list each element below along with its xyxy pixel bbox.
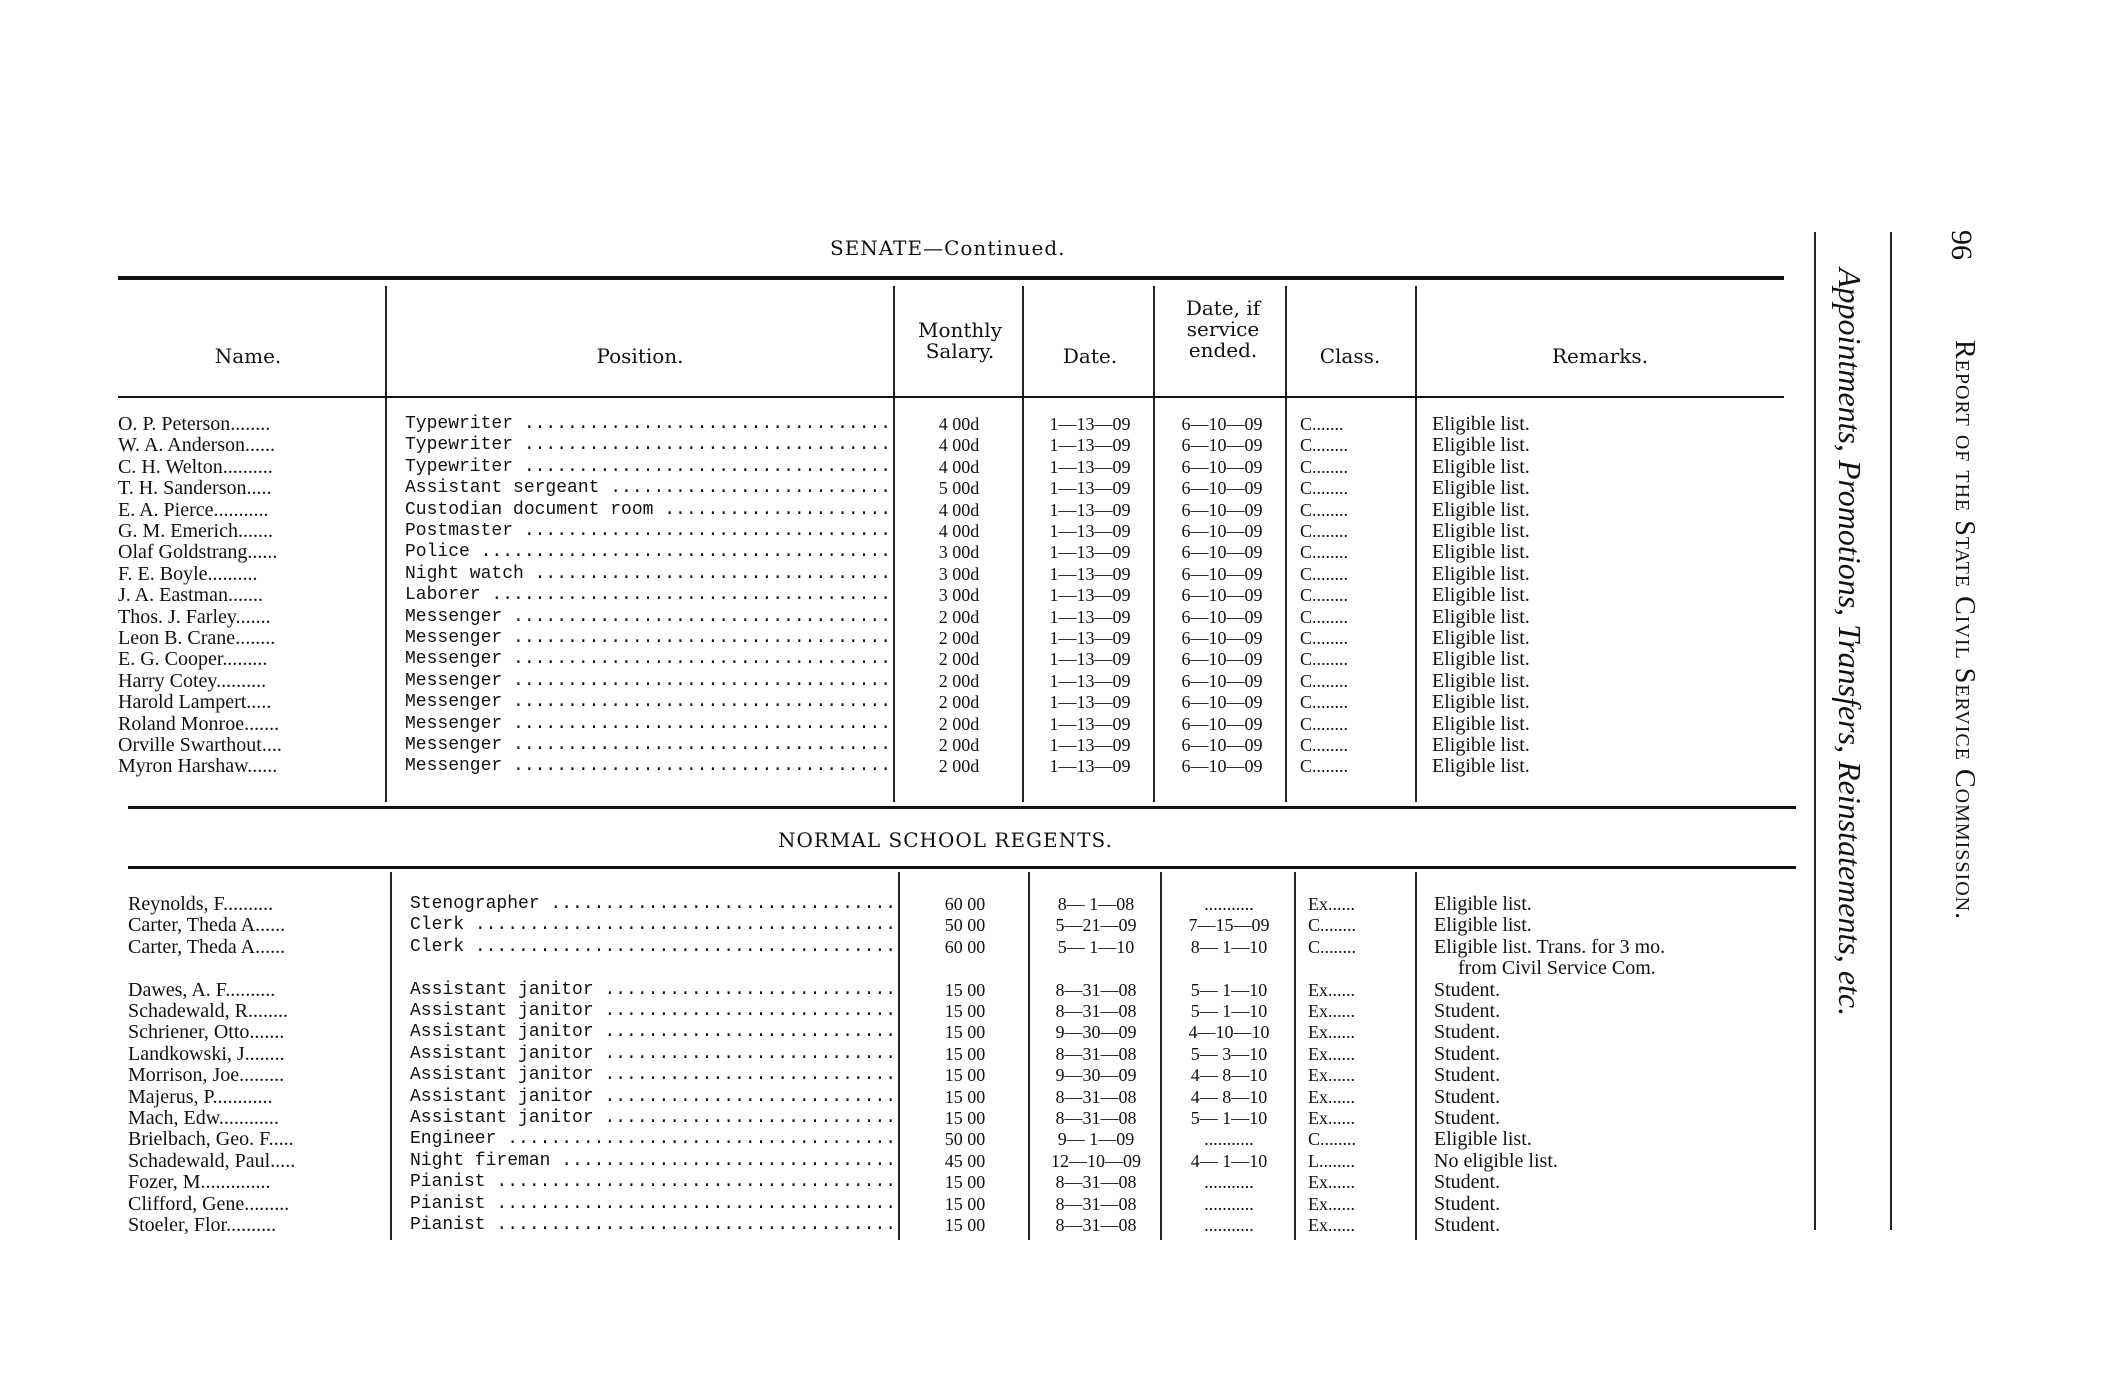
cell-name: J. A. Eastman....... (118, 585, 263, 607)
header-position: Position. (596, 344, 684, 368)
cell-date: 5— 1—10 (1057, 936, 1135, 957)
cell-class: C........ (1300, 628, 1349, 648)
cell-name: C. H. Welton.......... (118, 456, 273, 478)
senate-top-rule (118, 276, 1784, 280)
cell-class: Ex...... (1308, 1001, 1355, 1021)
cell-date: 1—13—09 (1049, 585, 1131, 606)
cell-remarks: Eligible list. (1434, 915, 1532, 937)
cell-date: 1—13—09 (1049, 606, 1131, 627)
cell-date: 1—13—09 (1049, 435, 1131, 456)
header-salary: Monthly Salary. (917, 318, 1002, 363)
cell-date: 1—13—09 (1049, 563, 1131, 584)
normal-section-title: NORMAL SCHOOL REGENTS. (778, 828, 1113, 852)
cell-date: 1—13—09 (1049, 414, 1131, 434)
side-subtitle: Appointments, Promotions, Transfers, Reinstatements, etc. (1832, 268, 1868, 1017)
cell-salary: 5 00d (938, 478, 980, 499)
senate-section-title: SENATE—Continued. (830, 236, 1066, 260)
cell-salary: 4 00d (938, 499, 980, 520)
cell-date-ended: 4— 8—10 (1190, 1065, 1268, 1086)
cell-remarks: Student. (1434, 1215, 1501, 1236)
cell-remarks: Student. (1434, 1022, 1501, 1044)
cell-position: Messenger ..... (405, 692, 890, 713)
col-sep (1160, 872, 1162, 1240)
cell-date-ended: 6—10—09 (1181, 692, 1263, 713)
cell-date-ended: 6—10—09 (1181, 521, 1263, 541)
cell-position: Police ..... (405, 542, 890, 563)
cell-date: 1—13—09 (1049, 649, 1131, 670)
header-rule (118, 396, 1784, 398)
cell-position: Messenger ..... (405, 649, 890, 670)
cell-salary: 4 00d (938, 435, 980, 456)
cell-class: Ex...... (1308, 1086, 1355, 1107)
cell-date-ended: 6—10—09 (1181, 735, 1263, 755)
cell-date-ended: 6—10—09 (1181, 670, 1263, 691)
header-name: Name. (214, 344, 282, 368)
cell-remarks: Eligible list. (1434, 894, 1532, 915)
cell-class: C........ (1300, 456, 1349, 477)
cell-date: 8—31—08 (1055, 1108, 1137, 1128)
col-sep (1285, 286, 1287, 802)
cell-date-ended: 5— 3—10 (1190, 1043, 1268, 1064)
cell-name: Harry Cotey.......... (118, 670, 267, 692)
cell-class: C........ (1300, 670, 1349, 691)
cell-name: Reynolds, F.......... (128, 894, 274, 915)
cell-name: Clifford, Gene......... (128, 1193, 290, 1215)
header-date-ended: Date, if service ended. (1185, 296, 1261, 362)
cell-remarks: No eligible list. (1434, 1150, 1558, 1172)
cell-salary: 3 00d (938, 585, 980, 606)
cell-date-ended: 5— 1—10 (1190, 1108, 1268, 1128)
cell-class: C........ (1300, 585, 1349, 606)
cell-class: C........ (1300, 478, 1349, 499)
cell-position: Typewriter ..... (405, 435, 890, 456)
cell-salary: 60 00 (944, 894, 986, 914)
cell-remarks: Eligible list. (1432, 499, 1530, 521)
cell-class: C........ (1300, 435, 1349, 456)
cell-position: Postmaster ..... (405, 521, 890, 542)
cell-salary: 15 00 (944, 1022, 986, 1043)
cell-class: C........ (1308, 915, 1357, 936)
col-sep (1028, 872, 1030, 1240)
cell-class: Ex...... (1308, 1065, 1355, 1086)
cell-remarks: Eligible list. (1432, 649, 1530, 671)
cell-name: E. A. Pierce........... (118, 499, 269, 521)
cell-position: Assistant janitor ..... (410, 1022, 895, 1043)
cell-position: Assistant sergeant ..... (405, 478, 890, 499)
cell-position: Clerk ..... (410, 937, 895, 958)
cell-date: 8—31—08 (1055, 1215, 1137, 1235)
cell-remarks: Student. (1434, 1043, 1501, 1065)
cell-remarks: Eligible list. (1432, 478, 1530, 500)
cell-salary: 15 00 (944, 1193, 986, 1214)
cell-remarks: Eligible list. (1432, 735, 1530, 756)
cell-position: Messenger ..... (405, 671, 890, 692)
cell-name: Roland Monroe....... (118, 713, 280, 735)
side-rule (1814, 232, 1816, 1230)
cell-date: 12—10—09 (1051, 1150, 1141, 1171)
senate-bottom-rule (128, 806, 1796, 809)
cell-date-ended: 6—10—09 (1181, 563, 1263, 584)
cell-salary: 4 00d (938, 414, 980, 434)
cell-remarks: Eligible list. (1432, 542, 1530, 564)
cell-date-ended: 6—10—09 (1181, 414, 1263, 434)
cell-remarks: Eligible list. (1432, 435, 1530, 457)
cell-position: Messenger ..... (405, 628, 890, 649)
cell-date-ended: 6—10—09 (1181, 713, 1263, 734)
cell-remarks: Student. (1434, 1065, 1501, 1087)
cell-name: O. P. Peterson........ (118, 414, 271, 435)
cell-salary: 45 00 (944, 1150, 986, 1171)
cell-position: Messenger ..... (405, 607, 890, 628)
cell-date: 1—13—09 (1049, 713, 1131, 734)
cell-position: Messenger ..... (405, 714, 890, 735)
cell-name: Carter, Theda A...... (128, 915, 286, 937)
cell-remarks: Eligible list. (1432, 692, 1530, 714)
cell-name: Fozer, M.............. (128, 1172, 271, 1194)
cell-name: Landkowski, J........ (128, 1043, 285, 1065)
cell-remarks: Eligible list. (1432, 756, 1530, 778)
cell-date-ended: 6—10—09 (1181, 456, 1263, 477)
cell-date-ended: 5— 1—10 (1190, 979, 1268, 1000)
cell-position: Night fireman ..... (410, 1151, 895, 1172)
cell-date-ended: 6—10—09 (1181, 499, 1263, 520)
cell-class: C........ (1300, 521, 1349, 541)
cell-salary: 4 00d (938, 521, 980, 541)
cell-name: Thos. J. Farley....... (118, 606, 271, 628)
col-sep (390, 872, 392, 1240)
remarks-continuation: from Civil Service Com. (1458, 957, 1656, 979)
cell-salary: 2 00d (938, 692, 980, 713)
cell-remarks: Student. (1434, 1172, 1501, 1194)
cell-position: Assistant janitor ..... (410, 1044, 895, 1065)
cell-class: C........ (1308, 936, 1357, 957)
cell-date: 8—31—08 (1055, 1043, 1137, 1064)
cell-position: Assistant janitor ..... (410, 1001, 895, 1022)
cell-class: C........ (1300, 756, 1349, 777)
cell-salary: 2 00d (938, 735, 980, 755)
cell-name: Harold Lampert..... (118, 692, 272, 714)
cell-salary: 15 00 (944, 1108, 986, 1128)
cell-name: G. M. Emerich....... (118, 521, 273, 542)
cell-salary: 15 00 (944, 979, 986, 1000)
cell-salary: 2 00d (938, 628, 980, 648)
cell-class: C........ (1300, 606, 1349, 627)
cell-name: Olaf Goldstrang...... (118, 542, 278, 564)
cell-date: 9— 1—09 (1057, 1129, 1135, 1150)
cell-date: 1—13—09 (1049, 521, 1131, 541)
cell-date-ended: ........... (1204, 1193, 1254, 1214)
normal-top-rule (128, 866, 1796, 869)
cell-class: Ex...... (1308, 894, 1355, 914)
cell-position: Pianist ..... (410, 1215, 895, 1236)
cell-class: C........ (1300, 563, 1349, 584)
cell-position: Typewriter ..... (405, 414, 890, 435)
cell-name: Myron Harshaw...... (118, 756, 278, 778)
col-sep (1415, 286, 1417, 802)
cell-class: C........ (1300, 692, 1349, 713)
cell-class: Ex...... (1308, 979, 1355, 1000)
cell-date: 8— 1—08 (1057, 894, 1135, 914)
cell-name: Orville Swarthout.... (118, 735, 282, 756)
cell-position: Assistant janitor ..... (410, 1108, 895, 1129)
cell-name: F. E. Boyle.......... (118, 563, 258, 585)
cell-position: Typewriter ..... (405, 457, 890, 478)
running-title: Report of the State Civil Service Commission. (1949, 340, 1980, 921)
cell-date: 1—13—09 (1049, 756, 1131, 777)
cell-remarks: Eligible list. (1432, 563, 1530, 585)
cell-position: Assistant janitor ..... (410, 1065, 895, 1086)
cell-date: 1—13—09 (1049, 628, 1131, 648)
header-date: Date. (1062, 344, 1118, 368)
cell-salary: 3 00d (938, 563, 980, 584)
cell-class: C........ (1300, 713, 1349, 734)
cell-remarks: Eligible list. (1432, 414, 1530, 435)
col-sep (1153, 286, 1155, 802)
cell-date-ended: 4—10—10 (1188, 1022, 1270, 1043)
cell-date: 1—13—09 (1049, 692, 1131, 713)
cell-name: Carter, Theda A...... (128, 936, 286, 958)
cell-salary: 15 00 (944, 1065, 986, 1086)
page-number: 96 (1945, 230, 1978, 260)
cell-class: Ex...... (1308, 1193, 1355, 1214)
cell-date-ended: 4— 1—10 (1190, 1150, 1268, 1171)
cell-name: Stoeler, Flor.......... (128, 1215, 277, 1236)
header-remarks: Remarks. (1551, 344, 1649, 368)
cell-salary: 15 00 (944, 1043, 986, 1064)
cell-remarks: Eligible list. (1432, 606, 1530, 628)
cell-position: Engineer ..... (410, 1129, 895, 1150)
cell-date-ended: 6—10—09 (1181, 435, 1263, 456)
col-sep (898, 872, 900, 1240)
cell-date-ended: ........... (1204, 1172, 1254, 1193)
cell-remarks: Eligible list. (1432, 585, 1530, 607)
cell-class: Ex...... (1308, 1043, 1355, 1064)
cell-date: 1—13—09 (1049, 542, 1131, 563)
cell-remarks: Student. (1434, 1086, 1501, 1108)
cell-name: Schadewald, Paul..... (128, 1150, 296, 1172)
cell-date-ended: 6—10—09 (1181, 478, 1263, 499)
cell-date: 1—13—09 (1049, 499, 1131, 520)
cell-date-ended: 7—15—09 (1188, 915, 1270, 936)
cell-remarks: Eligible list. (1434, 1129, 1532, 1151)
cell-date: 8—31—08 (1055, 1172, 1137, 1193)
cell-salary: 2 00d (938, 756, 980, 777)
cell-salary: 50 00 (944, 915, 986, 936)
cell-position: Messenger ..... (405, 735, 890, 756)
cell-salary: 15 00 (944, 1172, 986, 1193)
cell-salary: 50 00 (944, 1129, 986, 1150)
cell-date: 9—30—09 (1055, 1022, 1137, 1043)
cell-remarks: Eligible list. (1432, 713, 1530, 735)
col-sep (1022, 286, 1024, 802)
cell-date: 5—21—09 (1055, 915, 1137, 936)
cell-date-ended: ........... (1204, 1215, 1254, 1235)
cell-position: Laborer ..... (405, 585, 890, 606)
cell-salary: 2 00d (938, 649, 980, 670)
col-sep (1294, 872, 1296, 1240)
cell-date-ended: 4— 8—10 (1190, 1086, 1268, 1107)
cell-position: Assistant janitor ..... (410, 1087, 895, 1108)
cell-date-ended: ........... (1204, 1129, 1254, 1150)
cell-class: L........ (1308, 1150, 1355, 1171)
cell-date: 1—13—09 (1049, 670, 1131, 691)
cell-date-ended: 8— 1—10 (1190, 936, 1268, 957)
cell-position: Clerk ..... (410, 915, 895, 936)
cell-salary: 15 00 (944, 1215, 986, 1235)
cell-name: Mach, Edw............ (128, 1108, 279, 1129)
cell-name: Brielbach, Geo. F..... (128, 1129, 294, 1151)
cell-remarks: Eligible list. (1432, 521, 1530, 542)
cell-date-ended: 6—10—09 (1181, 542, 1263, 563)
cell-position: Messenger ..... (405, 756, 890, 777)
cell-date: 9—30—09 (1055, 1065, 1137, 1086)
cell-position: Pianist ..... (410, 1172, 895, 1193)
cell-date: 8—31—08 (1055, 1086, 1137, 1107)
cell-class: C........ (1308, 1129, 1357, 1150)
header-class: Class. (1319, 344, 1381, 368)
cell-salary: 60 00 (944, 936, 986, 957)
cell-position: Night watch ..... (405, 564, 890, 585)
cell-remarks: Student. (1434, 979, 1501, 1001)
cell-name: W. A. Anderson...... (118, 435, 276, 457)
cell-date-ended: 6—10—09 (1181, 649, 1263, 670)
col-sep (385, 286, 387, 802)
cell-position: Assistant janitor ..... (410, 980, 895, 1001)
cell-date: 8—31—08 (1055, 1193, 1137, 1214)
cell-class: C........ (1300, 735, 1349, 755)
cell-remarks: Eligible list. (1432, 628, 1530, 649)
cell-class: Ex...... (1308, 1215, 1355, 1235)
cell-date-ended: 5— 1—10 (1190, 1001, 1268, 1021)
cell-class: C....... (1300, 414, 1344, 434)
cell-name: Schadewald, R........ (128, 1001, 288, 1022)
cell-name: Dawes, A. F.......... (128, 979, 276, 1001)
col-sep (893, 286, 895, 802)
cell-date-ended: 6—10—09 (1181, 628, 1263, 648)
cell-salary: 15 00 (944, 1001, 986, 1021)
cell-name: T. H. Sanderson..... (118, 478, 272, 500)
cell-position: Pianist ..... (410, 1194, 895, 1215)
cell-remarks: Eligible list. (1432, 456, 1530, 478)
side-rule (1890, 232, 1892, 1230)
cell-date: 1—13—09 (1049, 456, 1131, 477)
cell-name: Morrison, Joe......... (128, 1065, 285, 1087)
cell-remarks: Student. (1434, 1193, 1501, 1215)
cell-salary: 4 00d (938, 456, 980, 477)
cell-salary: 15 00 (944, 1086, 986, 1107)
cell-date: 8—31—08 (1055, 1001, 1137, 1021)
cell-salary: 2 00d (938, 670, 980, 691)
col-sep (1415, 872, 1417, 1240)
cell-name: Leon B. Crane........ (118, 628, 276, 649)
cell-salary: 3 00d (938, 542, 980, 563)
cell-salary: 2 00d (938, 713, 980, 734)
cell-name: Majerus, P............ (128, 1086, 273, 1108)
cell-class: Ex...... (1308, 1022, 1355, 1043)
cell-name: Schriener, Otto....... (128, 1022, 285, 1044)
cell-date-ended: 6—10—09 (1181, 606, 1263, 627)
cell-remarks: Eligible list. (1432, 670, 1530, 692)
cell-remarks: Student. (1434, 1108, 1501, 1129)
cell-date: 8—31—08 (1055, 979, 1137, 1000)
cell-position: Custodian document room ..... (405, 500, 890, 521)
cell-position: Stenographer ..... (410, 894, 895, 915)
cell-class: Ex...... (1308, 1108, 1355, 1128)
cell-class: C........ (1300, 499, 1349, 520)
cell-date-ended: 6—10—09 (1181, 756, 1263, 777)
cell-date: 1—13—09 (1049, 478, 1131, 499)
cell-name: E. G. Cooper......... (118, 649, 268, 671)
cell-date-ended: ........... (1204, 894, 1254, 914)
cell-remarks: Student. (1434, 1001, 1501, 1022)
cell-remarks: Eligible list. Trans. for 3 mo. (1434, 936, 1666, 958)
cell-class: C........ (1300, 542, 1349, 563)
cell-salary: 2 00d (938, 606, 980, 627)
cell-date: 1—13—09 (1049, 735, 1131, 755)
cell-class: Ex...... (1308, 1172, 1355, 1193)
cell-class: C........ (1300, 649, 1349, 670)
cell-date-ended: 6—10—09 (1181, 585, 1263, 606)
